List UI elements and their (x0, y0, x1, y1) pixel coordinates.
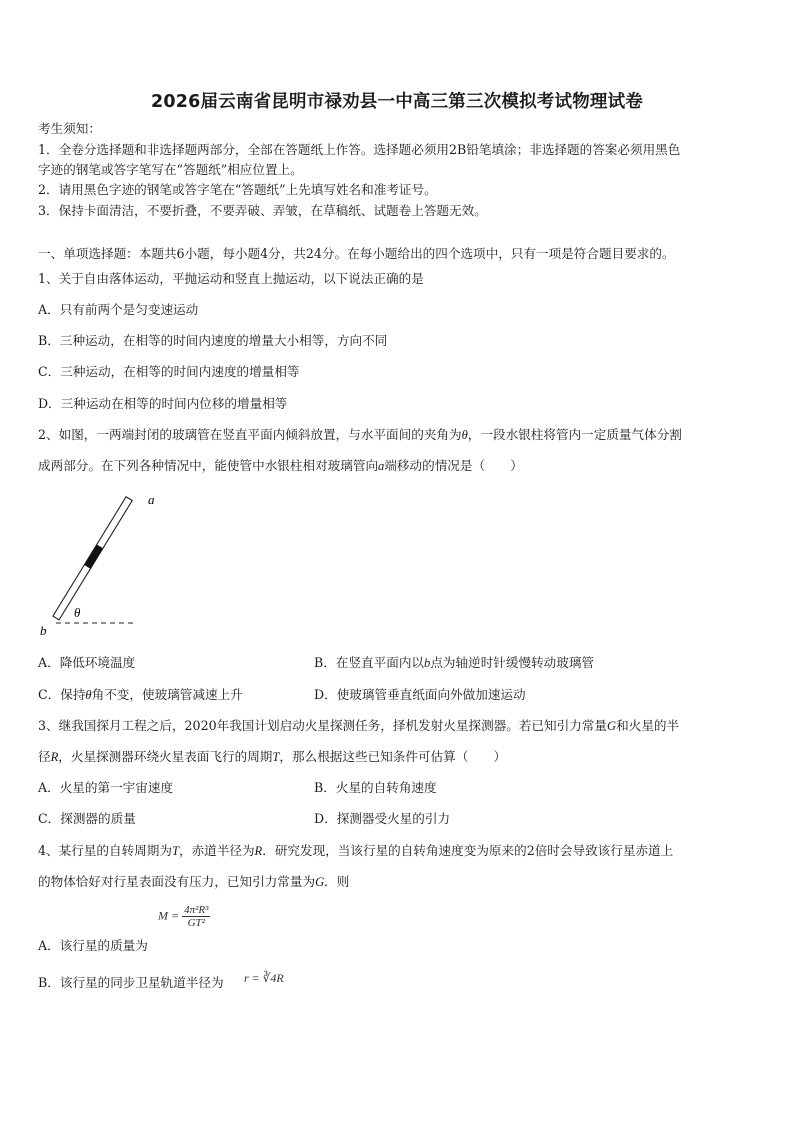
question-2-option-d: D．使玻璃管垂直纸面向外做加速运动 (314, 687, 526, 702)
notice-item-1-cont: 字迹的钢笔或答字笔写在“答题纸”相应位置上。 (38, 162, 303, 177)
label-a: a (148, 492, 155, 507)
question-4-option-b: B．该行星的同步卫星轨道半径为 (38, 975, 224, 990)
question-3-stem-line-2: 径R，火星探测器环绕火星表面飞行的周期T，那么根据这些已知条件可估算（ ） (38, 749, 507, 764)
question-3-option-d: D．探测器受火星的引力 (314, 811, 451, 826)
mercury-column (84, 544, 103, 568)
notice-item-3: 3．保持卡面清洁，不要折叠，不要弄破、弄皱，在草稿纸、试题卷上答题无效。 (38, 203, 487, 218)
tilted-tube-diagram (34, 490, 155, 640)
formula-orbit-radius: r = ∛4R (244, 971, 284, 985)
notice-item-2: 2．请用黑色字迹的钢笔或答字笔在“答题纸”上先填写姓名和准考证号。 (38, 182, 437, 197)
question-1-option-c: C．三种运动，在相等的时间内速度的增量相等 (38, 364, 300, 379)
question-1-option-b: B．三种运动，在相等的时间内速度的增量大小相等，方向不同 (38, 333, 388, 348)
section-heading: 一、单项选择题：本题共6小题，每小题4分，共24分。在每小题给出的四个选项中，只有一项是符合题目要求的。 (38, 246, 675, 261)
label-b: b (40, 623, 47, 638)
question-2-option-b: B．在竖直平面内以b点为轴逆时针缓慢转动玻璃管 (314, 655, 595, 670)
question-4-stem-line-1: 4、某行星的自转周期为T，赤道半径为R．研究发现，当该行星的自转角速度变为原来的2倍时会导致该行星赤道上 (38, 843, 674, 858)
formula-planet-mass: M = $\frac{\text{4π²R³}}{\text{GT²}}$ (158, 904, 209, 929)
question-1-stem: 1、关于自由落体运动，平抛运动和竖直上抛运动，以下说法正确的是 (38, 271, 424, 286)
page-title: 2026届云南省昆明市禄劝县一中高三第三次模拟考试物理试卷 (150, 92, 643, 112)
notice-heading: 考生须知： (38, 121, 101, 136)
label-theta: θ (74, 605, 81, 620)
question-4-stem-line-2: 的物体恰好对行星表面没有压力，已知引力常量为G．则 (38, 874, 350, 889)
question-1-option-d: D．三种运动在相等的时间内位移的增量相等 (38, 396, 288, 411)
question-2-option-a: A．降低环境温度 (38, 655, 136, 670)
mass-fraction (182, 904, 210, 929)
question-3-option-c: C．探测器的质量 (38, 811, 136, 826)
question-2-stem-line-1: 2、如图，一两端封闭的玻璃管在竖直平面内倾斜放置，与水平面间的夹角为θ，一段水银柱将管内一定质量气体分割 (38, 427, 682, 442)
mass-fraction-numerator: 4π²R³ (184, 904, 209, 916)
question-3-option-b: B．火星的自转角速度 (314, 780, 437, 795)
question-3-stem-line-1: 3、继我国探月工程之后，2020年我国计划启动火星探测任务，择机发射火星探测器。若已知引力常量G和火星的半 (38, 718, 680, 733)
notice-item-1: 1．全卷分选择题和非选择题两部分，全部在答题纸上作答。选择题必须用2B铅笔填涂；非选择题的答案必须用黑色 (38, 142, 681, 157)
mass-fraction-denominator: GT² (187, 917, 205, 929)
question-2-option-c: C．保持θ角不变，使玻璃管减速上升 (38, 687, 243, 702)
question-2-stem-line-2: 成两部分。在下列各种情况中，能使管中水银柱相对玻璃管向a端移动的情况是（ ） (38, 458, 523, 473)
question-4-option-a: A．该行星的质量为 (38, 938, 148, 953)
question-3-option-a: A．火星的第一宇宙速度 (38, 780, 174, 795)
question-1-option-a: A．只有前两个是匀变速运动 (38, 302, 199, 317)
